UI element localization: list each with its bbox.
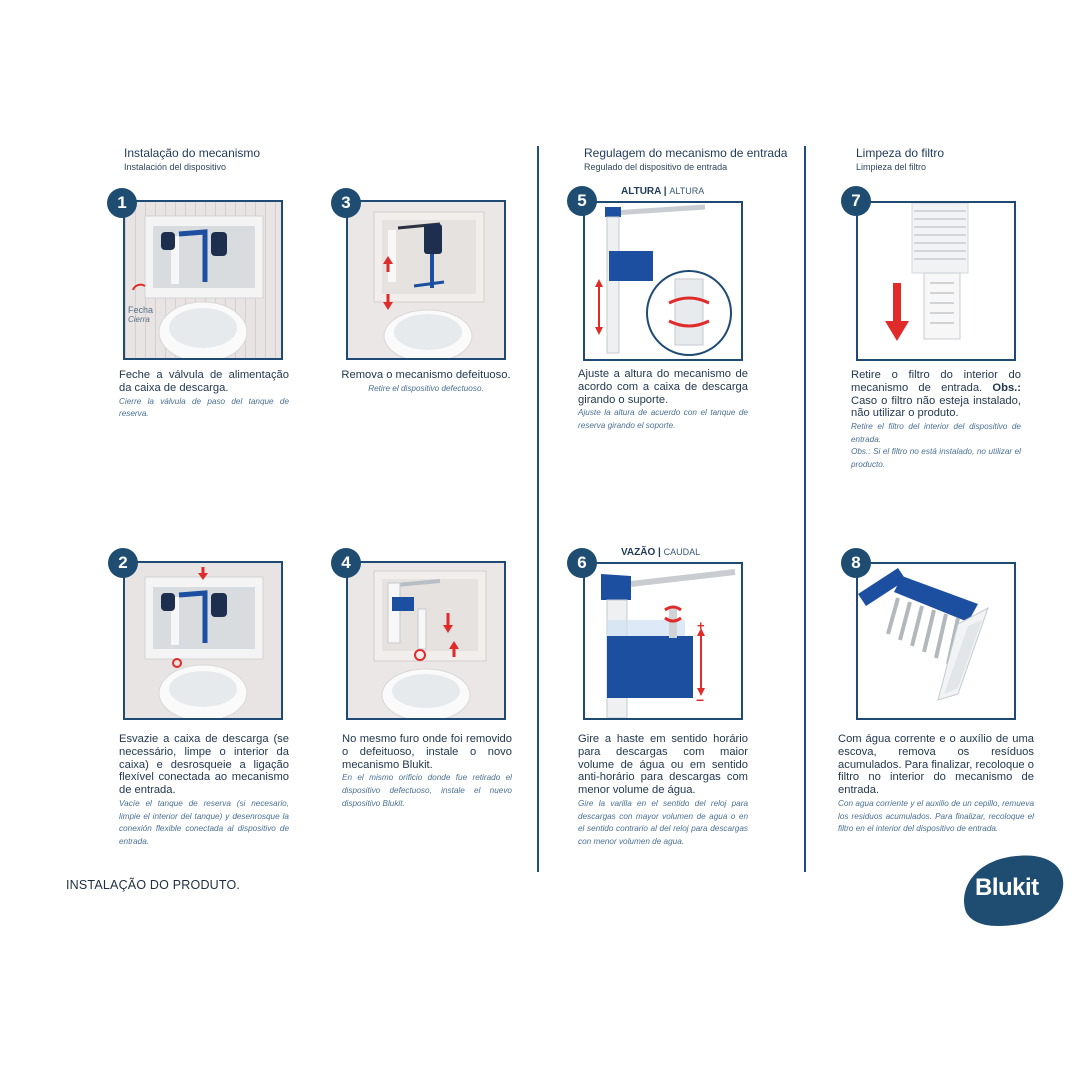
step-badge-6: 6 <box>567 548 597 578</box>
step-1-text-pt: Feche a válvula de alimentação da caixa de descarga. <box>119 369 289 394</box>
step-3-text-es: Retire el dispositivo defectuoso. <box>368 383 484 393</box>
step-1-illustration <box>123 200 283 360</box>
divider-left <box>537 146 539 872</box>
blukit-logo <box>958 852 1066 928</box>
step-4-illustration <box>346 561 506 720</box>
flow-label-es: CAUDAL <box>663 547 701 557</box>
step-5-illustration <box>583 201 743 361</box>
step-5-text-es: Ajuste la altura de acuerdo con el tanque de reserva girando el soporte. <box>578 408 748 430</box>
step-4-caption <box>342 733 512 810</box>
step-2-text-es: Vacíe el tanque de reserva (si necesario, limpie el interior del tanque) y desenrosque la conexión flexible conectada al dispositivo de entrada. <box>119 798 289 846</box>
step-7-illustration <box>856 201 1016 361</box>
step-6-text-pt: Gire a haste em sentido horário para descargas com maior volume de água ou em sentido anti-horário para descargas com menor volume de água. <box>578 733 748 797</box>
section-title: Limpeza do filtro <box>856 146 945 160</box>
step-2-caption <box>119 733 289 848</box>
step-badge-5: 5 <box>567 186 597 216</box>
install-mechanism-icon <box>348 563 504 718</box>
step-badge-8: 8 <box>841 548 871 578</box>
height-label-es: ALTURA <box>669 186 705 196</box>
step-8-text-pt: Com água corrente e o auxílio de uma escova, remova os resíduos acumulados. Para finalizar, recoloque o filtro no interior do mecanismo de entrada. <box>838 733 1034 797</box>
step-5-caption <box>578 368 748 433</box>
height-label-pt: ALTURA <box>621 186 661 197</box>
step-1-text-es: Cierre la válvula de paso del tanque de reserva. <box>119 396 289 419</box>
step-1-caption <box>119 369 289 421</box>
section-subtitle: Limpieza del filtro <box>856 162 927 172</box>
section-regulation <box>584 146 787 173</box>
section-subtitle: Instalación del dispositivo <box>124 162 227 172</box>
close-label <box>128 306 153 324</box>
step-4-text-es: En el mismo orificio donde fue retirado el dispositivo defectuoso, instale el nuevo dispositivo Blukit. <box>342 773 512 808</box>
section-subtitle: Regulado del dispositivo de entrada <box>584 162 728 172</box>
less-volume-sign: − <box>696 692 705 708</box>
step-2-illustration <box>123 561 283 720</box>
step-2-text-pt: Esvazie a caixa de descarga (se necessário, limpe o interior da caixa) e desrosqueie a ligação flexível conectada ao mecanismo de entrada. <box>119 733 289 797</box>
divider-right <box>804 146 806 872</box>
toilet-tank-icon <box>125 202 281 358</box>
step-7-text-pt <box>851 369 1021 420</box>
close-label-es: Cierra <box>128 315 150 324</box>
height-adjust-icon <box>585 203 741 359</box>
step-badge-4: 4 <box>331 548 361 578</box>
section-title: Regulagem do mecanismo de entrada <box>584 146 788 160</box>
step-7-text-es-a: Retire el filtro del interior del dispositivo de entrada. <box>851 422 1021 444</box>
step-7-text-pt-a: Retire o filtro do interior do mecanismo de entrada. <box>851 369 1021 394</box>
flow-adjust-icon <box>585 564 741 718</box>
step-3-text-pt: Remova o mecanismo defeituoso. <box>341 369 511 381</box>
step-6-text-es: Gire la varilla en el sentido del reloj para descargas con mayor volumen de agua o en el sentido contrario al del reloj para descargas con menor volumen de agua. <box>578 798 748 846</box>
footer-title: INSTALAÇÃO DO PRODUTO. <box>66 878 241 892</box>
remove-mechanism-icon <box>348 202 504 358</box>
blukit-wordmark: Blukit <box>975 874 1039 901</box>
step-7-obs-label: Obs.: <box>992 381 1021 394</box>
section-filter-cleaning <box>856 146 944 173</box>
step-7-text-es-b: Obs.: Si el filtro no está instalado, no utilizar el producto. <box>851 447 1021 469</box>
section-installation <box>124 146 260 173</box>
step-3-caption <box>336 369 516 395</box>
close-label-pt: Fecha <box>128 305 154 315</box>
height-label: ALTURA | ALTURA <box>618 186 707 197</box>
step-badge-3: 3 <box>331 188 361 218</box>
step-4-text-pt: No mesmo furo onde foi removido o defeituoso, instale o novo mecanismo Blukit. <box>342 733 512 771</box>
filter-remove-icon <box>858 203 1014 359</box>
step-5-text-pt: Ajuste a altura do mecanismo de acordo com a caixa de descarga girando o suporte. <box>578 368 748 406</box>
step-8-caption <box>838 733 1034 836</box>
flow-label: VAZÃO | CAUDAL <box>618 547 703 558</box>
step-6-caption <box>578 733 748 848</box>
section-title: Instalação do mecanismo <box>124 146 261 160</box>
step-badge-7: 7 <box>841 186 871 216</box>
more-volume-sign: + <box>697 618 705 633</box>
brush-filter-icon <box>858 564 1014 718</box>
step-6-illustration <box>583 562 743 720</box>
step-3-illustration <box>346 200 506 360</box>
step-badge-2: 2 <box>108 548 138 578</box>
empty-tank-icon <box>125 563 281 718</box>
step-7-caption <box>851 369 1021 472</box>
step-8-text-es: Con agua corriente y el auxilio de un cepillo, remueva los residuos acumulados. Para finalizar, recoloque el filtro en el interior del dispositivo de entrada. <box>838 798 1034 834</box>
step-badge-1: 1 <box>107 188 137 218</box>
flow-label-pt: VAZÃO <box>621 547 656 558</box>
step-7-text-pt-b: Caso o filtro não esteja instalado, não utilizar o produto. <box>851 394 1021 420</box>
step-8-illustration <box>856 562 1016 720</box>
